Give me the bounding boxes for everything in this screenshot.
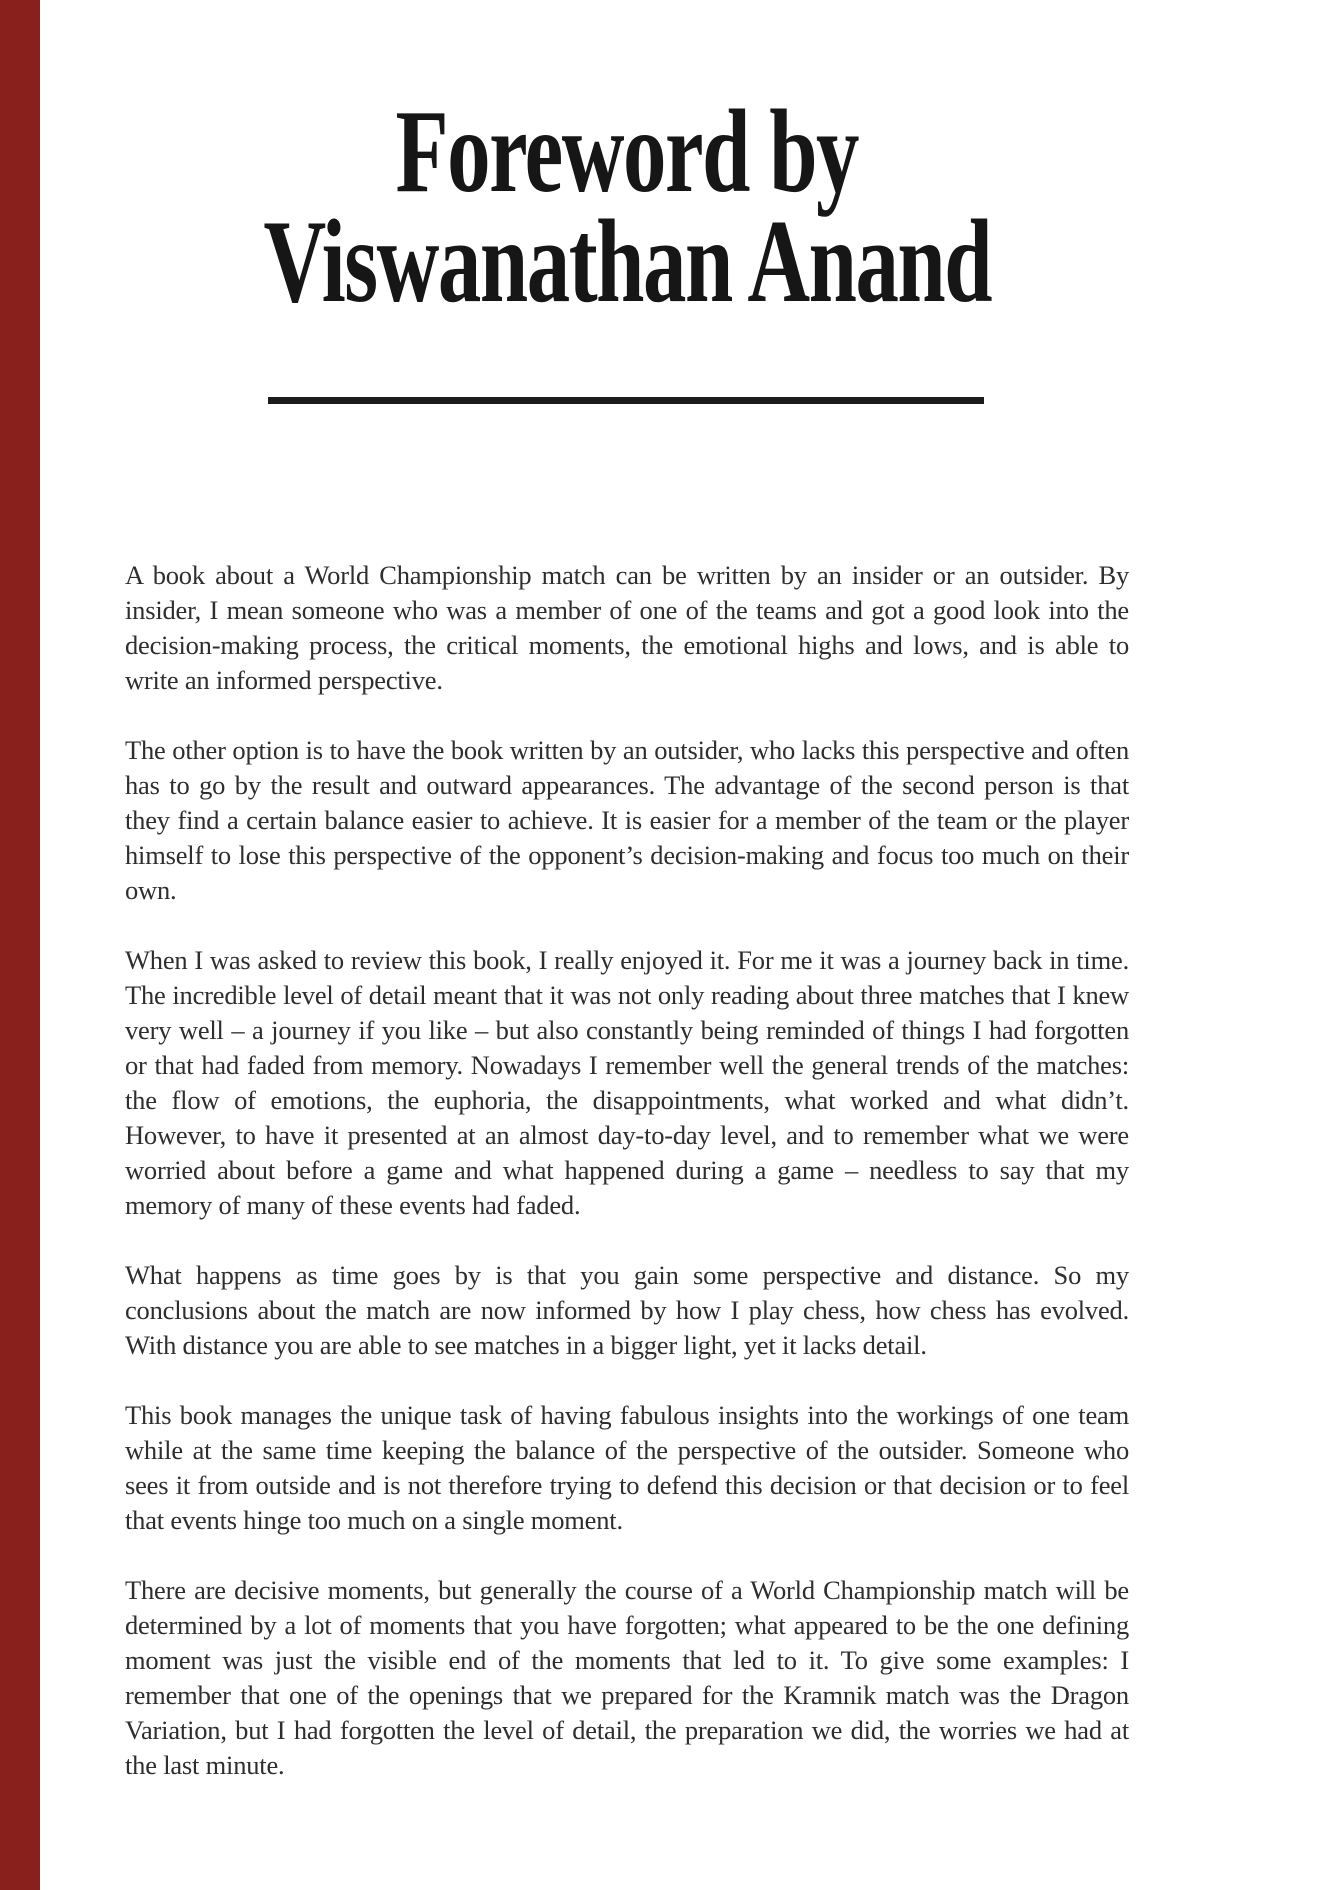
paragraph: There are decisive moments, but generally the course of a World Championship match will be determined by a lot of moments that you have forgotten; what appeared to be the one defining moment was just the visible end of the moments that led to it. To give some examples: I remember that one of the openings that we prepared for the Kramnik match was the Dragon Variation, but I had forgotten the level of detail, the preparation we did, the worries we had at the last minute. [125, 1575, 1129, 1780]
page-title-line-1: Foreword by [395, 85, 859, 217]
paragraph: The other option is to have the book written by an outsider, who lacks this perspective and often has to go by the result and outward appearances. The advantage of the second person is that they find a certain balance easier to achieve. It is easier for a member of the team or the player himself to lose this perspective of the opponent’s decision-making and focus too much on their own. [125, 735, 1129, 905]
paragraph: This book manages the unique task of having fabulous insights into the workings of one team while at the same time keeping the balance of the perspective of the outsider. Someone who sees it from outside and is not therefore trying to defend this decision or that decision or to feel that events hinge too much on a single moment. [125, 1400, 1129, 1535]
paragraph: When I was asked to review this book, I really enjoyed it. For me it was a journey back in time. The incredible level of detail meant that it was not only reading about three matches that I knew very well – a journey if you like – but also constantly being reminded of things I had forgotten or that had faded from memory. Nowadays I remember well the general trends of the matches: the flow of emotions, the euphoria, the disappointments, what worked and what didn’t. However, to have it presented at an almost day-to-day level, and to remember what we were worried about before a game and what happened during a game – needless to say that my memory of many of these events had faded. [125, 945, 1129, 1220]
title-divider-rule [268, 397, 984, 404]
book-spine-edge [0, 0, 40, 1890]
page-title-line-2: Viswanathan Anand [263, 195, 991, 327]
foreword-body [125, 558, 1129, 1818]
paragraph: A book about a World Championship match can be written by an insider or an outsider. By insider, I mean someone who was a member of one of the teams and got a good look into the decision-making process, the critical moments, the emotional highs and lows, and is able to write an informed perspective. [125, 560, 1129, 695]
paragraph: What happens as time goes by is that you gain some perspective and distance. So my conclusions about the match are now informed by how I play chess, how chess has evolved. With distance you are able to see matches in a bigger light, yet it lacks detail. [125, 1260, 1129, 1360]
page-title [125, 85, 1129, 327]
